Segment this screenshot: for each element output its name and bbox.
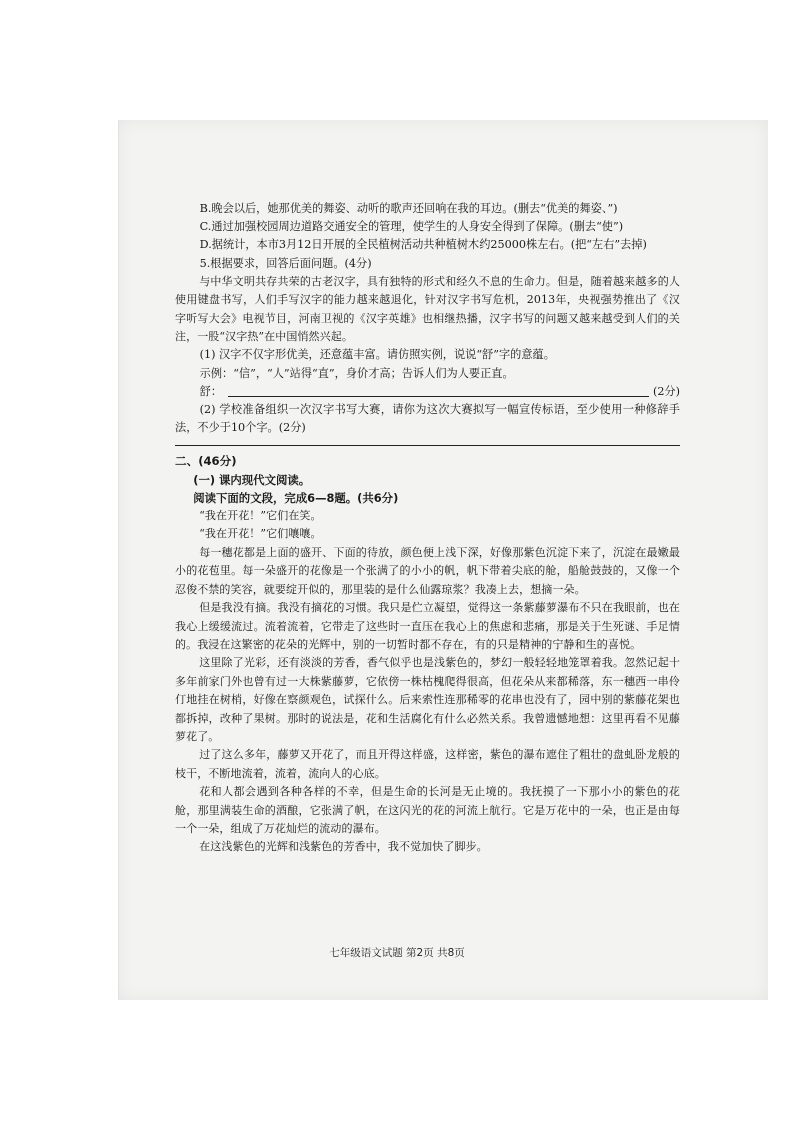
reading-paragraph: 但是我没有摘。我没有摘花的习惯。我只是伫立凝望，觉得这一条紫藤萝瀑布不只在我眼前，也在我心上缓缓流过。流着流着，它带走了这些时一直压在我心上的焦虑和悲痛，那是关于生死谜、手足情的。我浸在这繁密的花朵的光辉中，别的一切暂时都不存在，有的只是精神的宁静和生的喜悦。	[175, 601, 680, 651]
question-5-sub2: (2) 学校准备组织一次汉字书写大赛，请你为这次大赛拟写一幅宣传标语，至少使用一种修辞手法，不少于10个字。(2分)	[175, 403, 680, 435]
reading-paragraph: 每一穗花都是上面的盛开、下面的待放，颜色便上浅下深，好像那紫色沉淀下来了，沉淀在最嫩最小的花苞里。每一朵盛开的花像是一个张满了的小小的帆，帆下带着尖底的舱，船舱鼓鼓的，又像一个忍俊不禁的笑容，就要绽开似的，那里装的是什么仙露琼浆？我凑上去，想摘一朵。	[175, 545, 680, 596]
section-2-subheading: (一) 课内现代文阅读。	[193, 472, 311, 487]
exam-content	[175, 200, 680, 857]
answer-blank[interactable]	[228, 395, 649, 397]
reading-paragraph: 花和人都会遇到各种各样的不幸，但是生命的长河是无止境的。我抚摸了一下那小小的紫色的花舱，那里满装生命的酒酿，它张满了帆，在这闪光的花的河流上航行。它是万花中的一朵，也正是由每一个一朵，组成了万花灿烂的流动的瀑布。	[175, 785, 680, 835]
answer-score: (2分)	[652, 384, 680, 398]
option-d: D.据统计，本市3月12日开展的全民植树活动共种植树木约25000株左右。(把“左右”去掉)	[199, 238, 647, 252]
reading-paragraph: 在这浅紫色的光辉和浅紫色的芳香中，我不觉加快了脚步。	[199, 840, 488, 854]
section-2-heading: 二、(46分)	[175, 454, 237, 469]
answer-label: 舒：	[199, 384, 223, 398]
reading-paragraph: 过了这么多年，藤萝又开花了，而且开得这样盛，这样密，紫色的瀑布遮住了粗壮的盘虬卧龙般的枝干，不断地流着，流着，流向人的心底。	[175, 748, 680, 780]
option-c: C.通过加强校园周边道路交通安全的管理，使学生的人身安全得到了保障。(删去“使”)	[199, 220, 624, 234]
question-5-passage: 与中华文明共存共荣的古老汉字，具有独特的形式和经久不息的生命力。但是，随着越来越多的人使用键盘书写，人们手写汉字的能力越来越退化，针对汉字书写危机，2013年，央视强势推出了《汉字听写大会》电视节目，河南卫视的《汉字英雄》也相继热播，汉字书写的问题又越来越受到人们的关注，一股“汉字热”在中国悄然兴起。	[175, 274, 680, 344]
reading-paragraph: “我在开花！”它们在笑。	[199, 509, 322, 523]
reading-instruction: 阅读下面的文段，完成6—8题。(共6分)	[193, 490, 399, 505]
section-divider	[175, 445, 680, 446]
reading-passage	[175, 507, 680, 857]
answer-line-shu	[175, 383, 680, 401]
reading-paragraph: “我在开花！”它们嚷嚷。	[199, 527, 322, 541]
option-b: B.晚会以后，她那优美的舞姿、动听的歌声还回响在我的耳边。(删去“优美的舞姿、”)	[199, 202, 618, 215]
question-5-example: 示例：“信”，“人”站得“直”，身价才高；告诉人们为人要正直。	[199, 366, 514, 380]
reading-paragraph: 这里除了光彩，还有淡淡的芳香，香气似乎也是浅紫色的，梦幻一般轻轻地笼罩着我。忽然记起十多年前家门外也曾有过一大株紫藤萝，它依傍一株枯槐爬得很高，但花朵从来都稀落，东一穗西一串伶仃地挂在树梢，好像在察颜观色，试探什么。后来索性连那稀零的花串也没有了，园中别的紫藤花架也都拆掉，改种了果树。那时的说法是，花和生活腐化有什么必然关系。我曾遗憾地想：这里再看不见藤萝花了。	[175, 656, 680, 743]
question-5-title: 5.根据要求，回答后面问题。(4分)	[199, 256, 372, 270]
question-5-sub1: (1) 汉字不仅字形优美，还意蕴丰富。请仿照实例，说说“舒”字的意蕴。	[199, 348, 555, 362]
page-footer: 七年级语文试题 第2页 共8页	[329, 947, 465, 959]
